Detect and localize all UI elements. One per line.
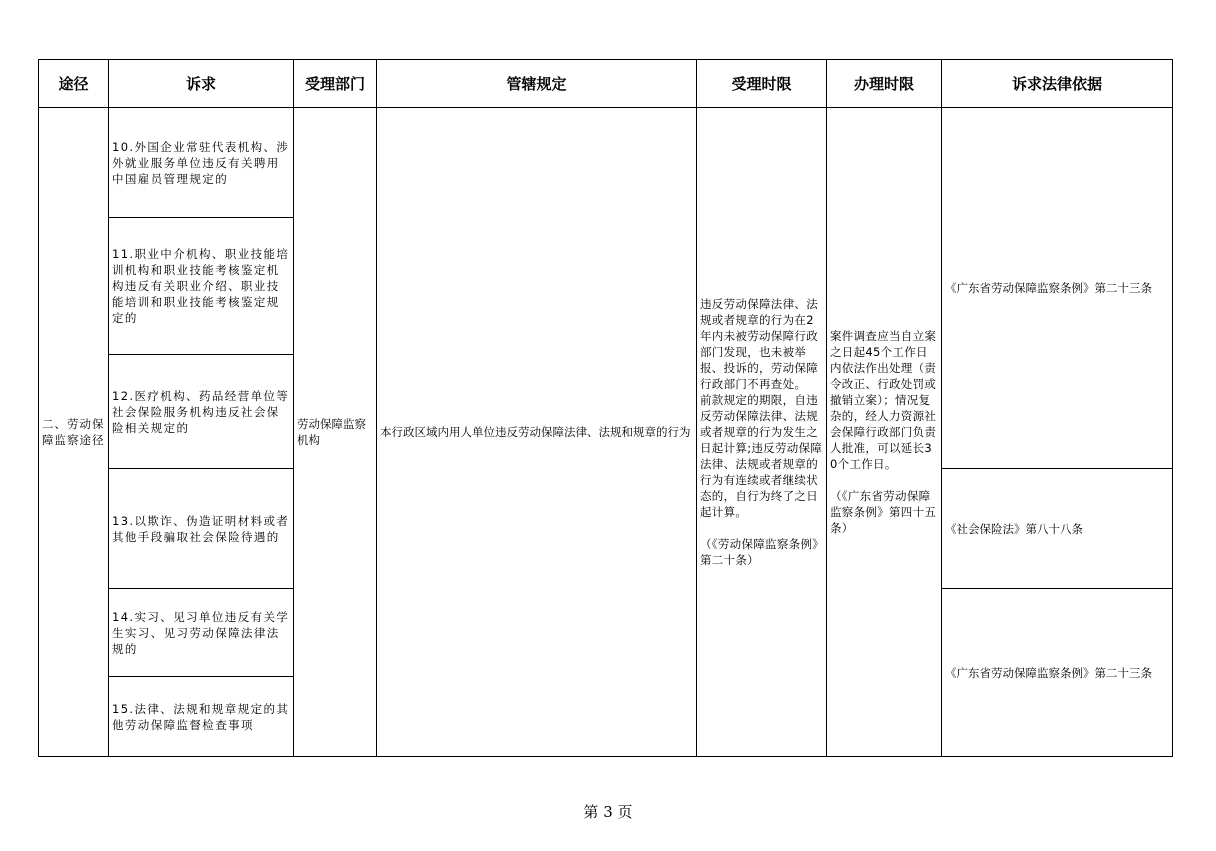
table-row	[39, 108, 1173, 218]
appeal-cell: 15.法律、法规和规章规定的其他劳动保障监督检查事项	[109, 677, 294, 757]
processing-deadline-cell: 案件调查应当自立案之日起45个工作日内依法作出处理（责令改正、行政处罚或撤销立案）；情况复杂的，经人力资源社会保障行政部门负责人批准，可以延长30个工作日。 （《广东省劳动保障监察条例》第四十五条）	[827, 108, 942, 757]
appeal-cell: 14.实习、见习单位违反有关学生实习、见习劳动保障法律法规的	[109, 589, 294, 677]
legal-basis-cell: 《社会保险法》第八十八条	[942, 469, 1173, 589]
header-jurisdiction: 管辖规定	[377, 60, 697, 108]
legal-basis-cell: 《广东省劳动保障监察条例》第二十三条	[942, 589, 1173, 757]
appeal-cell: 12.医疗机构、药品经营单位等社会保险服务机构违反社会保险相关规定的	[109, 355, 294, 469]
appeal-cell: 13.以欺诈、伪造证明材料或者其他手段骗取社会保险待遇的	[109, 469, 294, 589]
jurisdiction-cell: 本行政区域内用人单位违反劳动保障法律、法规和规章的行为	[377, 108, 697, 757]
header-acceptance-deadline: 受理时限	[697, 60, 827, 108]
header-path: 途径	[39, 60, 109, 108]
header-processing-deadline: 办理时限	[827, 60, 942, 108]
header-department: 受理部门	[294, 60, 377, 108]
header-legal-basis: 诉求法律依据	[942, 60, 1173, 108]
appeal-cell: 11.职业中介机构、职业技能培训机构和职业技能考核鉴定机构违反有关职业介绍、职业技能培训和职业技能考核鉴定规定的	[109, 218, 294, 355]
header-appeal: 诉求	[109, 60, 294, 108]
acceptance-deadline-cell: 违反劳动保障法律、法规或者规章的行为在2年内未被劳动保障行政部门发现，也未被举报、投诉的，劳动保障行政部门不再查处。 前款规定的期限，自违反劳动保障法律、法规或者规章的行为发生之日起计算;违反劳动保障法律、法规或者规章的行为有连续或者继续状态的，自行为终了之日起计算。 （《劳动保障监察条例》第二十条）	[697, 108, 827, 757]
page-number: 3	[603, 803, 613, 821]
path-cell: 二、劳动保障监察途径	[39, 108, 109, 757]
legal-basis-cell: 《广东省劳动保障监察条例》第二十三条	[942, 108, 1173, 469]
department-cell: 劳动保障监察机构	[294, 108, 377, 757]
complaint-channel-table	[38, 59, 1173, 757]
page-suffix: 页	[617, 803, 633, 821]
appeal-cell: 10.外国企业常驻代表机构、涉外就业服务单位违反有关聘用中国雇员管理规定的	[109, 108, 294, 218]
page-prefix: 第	[583, 803, 599, 821]
page-footer	[0, 801, 1216, 822]
header-row	[39, 60, 1173, 108]
